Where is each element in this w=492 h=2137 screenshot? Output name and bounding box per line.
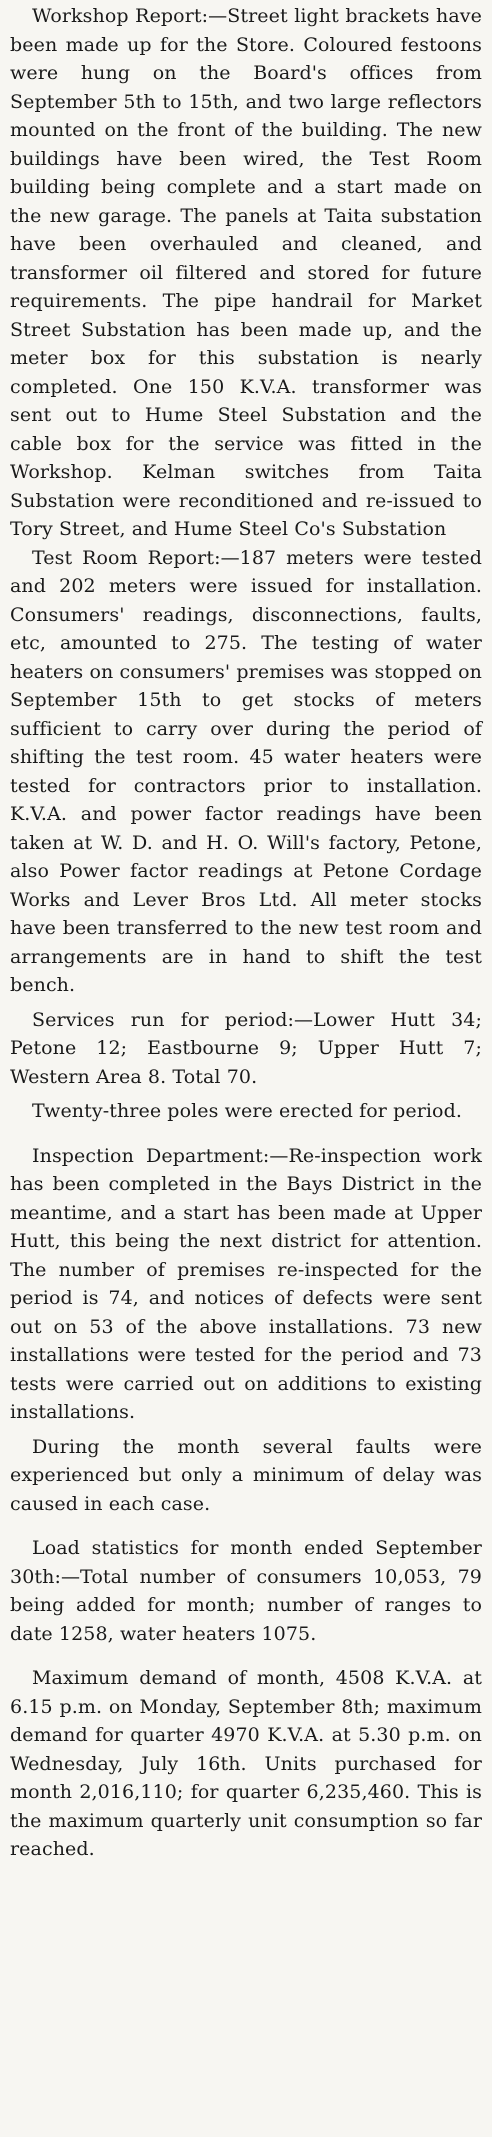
load-statistics-paragraph: Load statistics for month ended September 30th:—Total number of consumers 10,053, 79 being added for month; number of ranges to date 1258, water heaters 1075. <box>10 1537 482 1645</box>
poles-erected-paragraph: Twenty-three poles were erected for period. <box>32 1100 462 1122</box>
maximum-demand-paragraph: Maximum demand of month, 4508 K.V.A. at 6.15 p.m. on Monday, September 8th; maximum demand for quarter 4970 K.V.A. at 5.30 p.m. on Wednesday, July 16th. Units purchased for month 2,016,110; for quarter 6,235,460. This is the maximum quarterly unit consumption so far reached. <box>10 1667 482 1860</box>
inspection-department-paragraph: Inspection Department:—Re-inspection work has been completed in the Bays District in the meantime, and a start has been made at Upper Hutt, this being the next district for attention. The number of premises re-inspected for the period is 74, and notices of defects were sent out on 53 of the above installations. 73 new installations were tested for the period and 73 tests were carried out on additions to existing installations. <box>10 1144 482 1423</box>
faults-paragraph: During the month several faults were experienced but only a minimum of delay was caused in each case. <box>10 1435 482 1515</box>
workshop-report-paragraph: Workshop Report:—Street light brackets have been made up for the Store. Coloured festoons were hung on the Board's offices from September 5th to 15th, and two large reflectors mounted on the front of the building. The new buildings have been wired, the Test Room building being complete and a start made on the new garage. The panels at Taita substation have been overhauled and cleaned, and transformer oil filtered and stored for future requirements. The pipe handrail for Market Street Substation has been made up, and the meter box for this substation is nearly completed. One 150 K.V.A. transformer was sent out to Hume Steel Substation and the cable box for the service was fitted in the Workshop. Kelman switches from Taita Substation were reconditioned and re-issued to Tory Street, and Hume Steel Co's Substation <box>10 5 482 540</box>
test-room-report-paragraph: Test Room Report:—187 meters were tested and 202 meters were issued for installation. Consumers' readings, disconnections, faults, etc, amounted to 275. The testing of water heaters on consumers' premises was stopped on September 15th to get stocks of meters sufficient to carry over during the period of shifting the test room. 45 water heaters were tested for contractors prior to installation. K.V.A. and power factor readings have been taken at W. D. and H. O. Will's factory, Petone, also Power factor readings at Petone Cordage Works and Lever Bros Ltd. All meter stocks have been transferred to the new test room and arrangements are in hand to shift the test bench. <box>10 546 482 996</box>
services-run-paragraph: Services run for period:—Lower Hutt 34; Petone 12; Eastbourne 9; Upper Hutt 7; Western Area 8. Total 70. <box>10 1008 482 1088</box>
